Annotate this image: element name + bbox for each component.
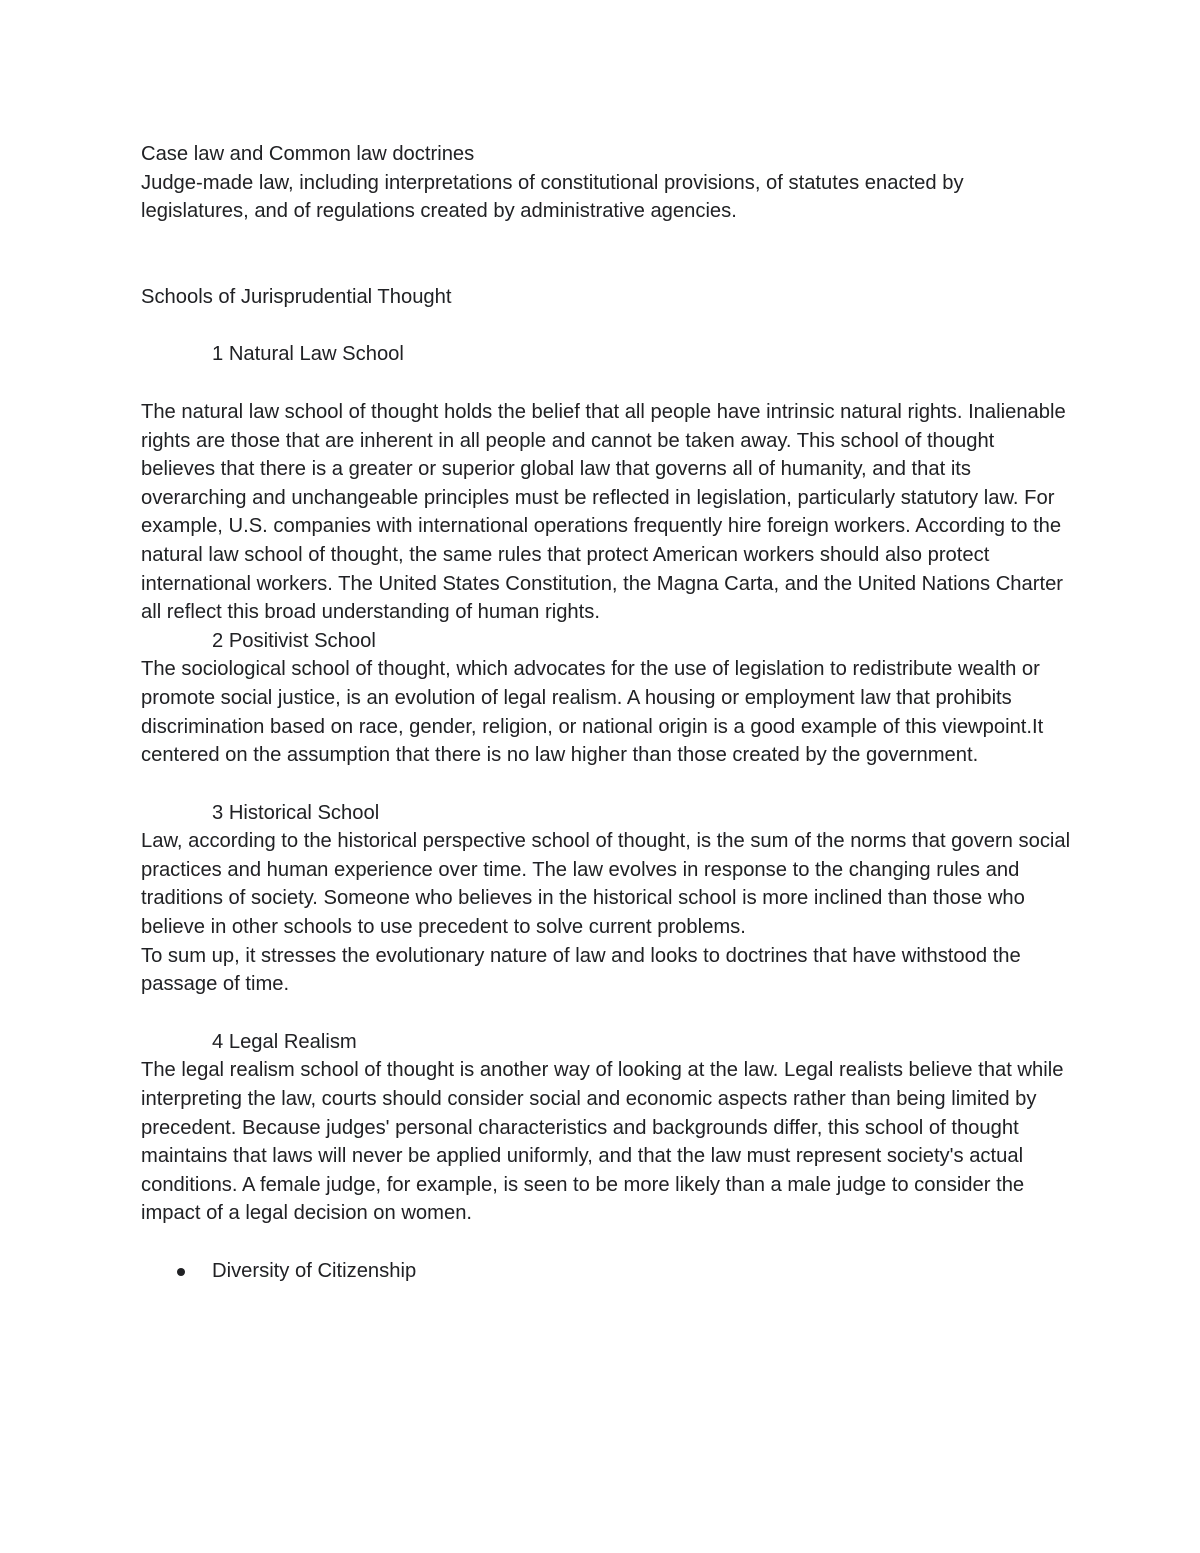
spacer [141,311,1071,340]
intro-title: Case law and Common law doctrines [141,143,475,165]
intro-text: Judge-made law, including interpretations of constitutional provisions, of statutes enacted by legislatures, and of regulations created by administrative agencies. [141,171,964,223]
natural-law-text: The natural law school of thought holds the belief that all people have intrinsic natural rights. Inalienable rights are those that are inherent in all people and cannot be taken away. This school of thought believes that there is a greater or superior global law that governs all of humanity, and that its overarching and unchangeable principles must be reflected in legislation, particularly statutory law. For example, U.S. companies with international operations frequently hire foreign workers. According to the natural law school of thought, the same rules that protect American workers should also protect international workers. The United States Constitution, the Magna Carta, and the United Nations Charter all reflect this broad understanding of human rights. [141,400,1066,624]
spacer [141,226,1071,283]
spacer [141,1228,1071,1257]
historical-title: 3 Historical School [212,801,380,824]
natural-law-title: 1 Natural Law School [212,343,404,366]
positivist-text: The sociological school of thought, which advocates for the use of legislation to redistribute wealth or promote social justice, is an evolution of legal realism. A housing or employment law that prohibits discrimination based on race, gender, religion, or national origin is a good example of this viewpoint.It centered on the assumption that there is no law higher than those created by the government. [141,658,1044,767]
bullet-icon [177,1268,185,1276]
bullet-list [141,1257,1071,1286]
legal-realism-text: The legal realism school of thought is another way of looking at the law. Legal realists believe that while interpreting the law, courts should consider social and economic aspects rather than being limited by precedent. Because judges' personal characteristics and backgrounds differ, this school of thought maintains that laws will never be applied uniformly, and that the law must represent society's actual conditions. A female judge, for example, is seen to be more likely than a male judge to consider the impact of a legal decision on women. [141,1059,1064,1225]
legal-realism-title: 4 Legal Realism [212,1030,357,1053]
spacer [141,369,1071,398]
document-page [141,140,1071,1286]
list-item [141,1257,1071,1286]
historical-text: Law, according to the historical perspective school of thought, is the sum of the norms that govern social practices and human experience over time. The law evolves in response to the changing rules and traditions of society. Someone who believes in the historical school is more inclined than those who believe in other schools to use precedent to solve current problems. [141,830,1071,939]
positivist-title: 2 Positivist School [212,629,376,652]
bullet-label: Diversity of Citizenship [212,1260,417,1282]
historical-summary: To sum up, it stresses the evolutionary nature of law and looks to doctrines that have withstood the passage of time. [141,944,1021,996]
schools-heading: Schools of Jurisprudential Thought [141,285,452,308]
spacer [141,770,1071,799]
spacer [141,999,1071,1028]
